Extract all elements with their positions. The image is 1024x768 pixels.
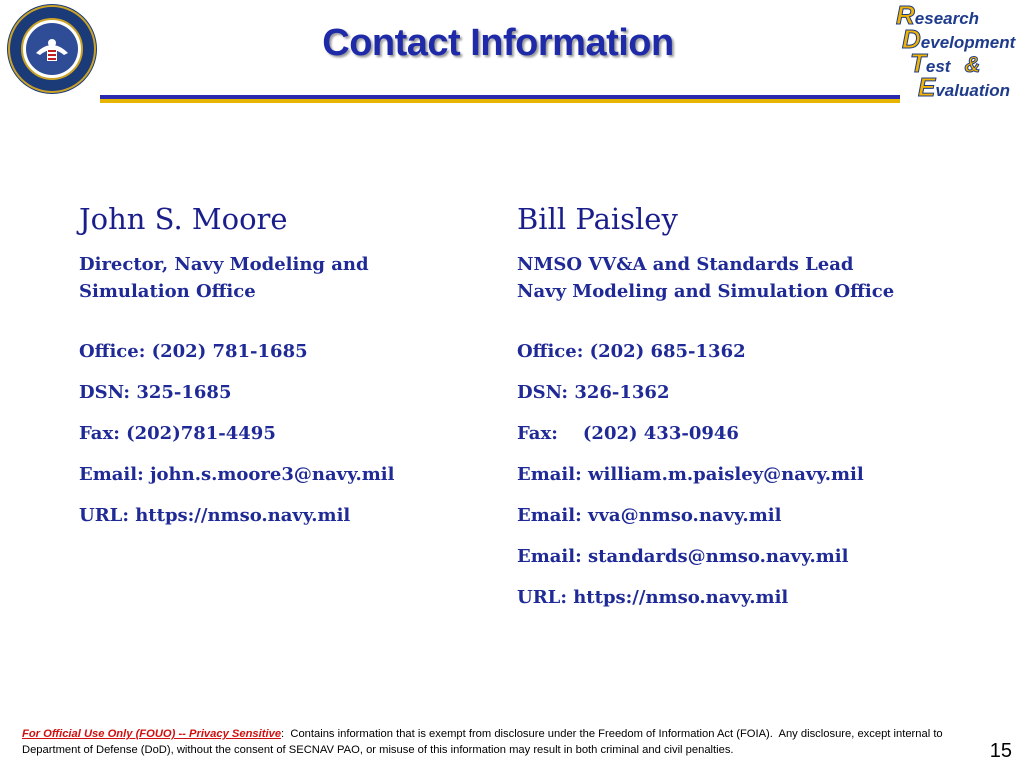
contact-details: [79, 341, 509, 527]
fouo-disclaimer: [22, 726, 997, 758]
contact-email-link[interactable]: Email: standards@nmso.navy.mil: [517, 546, 849, 567]
rdte-line-development: Development: [902, 24, 1016, 54]
contact-role-line: Director, Navy Modeling and: [79, 254, 369, 275]
title-rule-gold: [100, 99, 900, 103]
contact-office-phone: Office: (202) 781-1685: [79, 341, 308, 362]
rdte-line-test: Test &: [910, 48, 981, 78]
contact-dsn: DSN: 326-1362: [517, 382, 670, 403]
contact-url-link[interactable]: URL: https://nmso.navy.mil: [517, 587, 789, 608]
rdte-line-evaluation: Evaluation: [918, 72, 1010, 102]
contact-name: John S. Moore: [79, 202, 288, 236]
rdte-logo: [896, 0, 1024, 102]
contact-name: Bill Paisley: [517, 202, 678, 236]
contact-fax: Fax: (202)781-4495: [79, 423, 276, 444]
fouo-separator: :: [281, 728, 285, 740]
contact-card-moore: [79, 200, 509, 546]
contact-email-link[interactable]: Email: john.s.moore3@navy.mil: [79, 464, 395, 485]
rdte-line-research: Research: [896, 0, 980, 30]
contact-card-paisley: [517, 200, 987, 628]
contact-url-link[interactable]: URL: https://nmso.navy.mil: [79, 505, 351, 526]
contact-office-phone: Office: (202) 685-1362: [517, 341, 746, 362]
contact-role-line: Simulation Office: [79, 281, 256, 302]
page-number: 15: [989, 740, 1012, 762]
contact-dsn: DSN: 325-1685: [79, 382, 232, 403]
contact-details: [517, 341, 987, 609]
fouo-label: For Official Use Only (FOUO) -- Privacy Sensitive: [22, 728, 282, 740]
contact-role-line: Navy Modeling and Simulation Office: [517, 281, 895, 302]
page-title: Contact Information: [322, 22, 674, 64]
contact-fax: Fax: (202) 433-0946: [517, 423, 739, 444]
disclaimer-text: Contains information that is exempt from disclosure under the Freedom of Information Act (FOIA). Any disclosure, except internal to Department of Defense (DoD), without the consent of SECNAV PAO, or misuse of this information may result in both criminal and civil penalties.: [22, 728, 946, 756]
contact-email-link[interactable]: Email: william.m.paisley@navy.mil: [517, 464, 864, 485]
contact-role-line: NMSO VV&A and Standards Lead: [517, 254, 854, 275]
contact-email-link[interactable]: Email: vva@nmso.navy.mil: [517, 505, 782, 526]
